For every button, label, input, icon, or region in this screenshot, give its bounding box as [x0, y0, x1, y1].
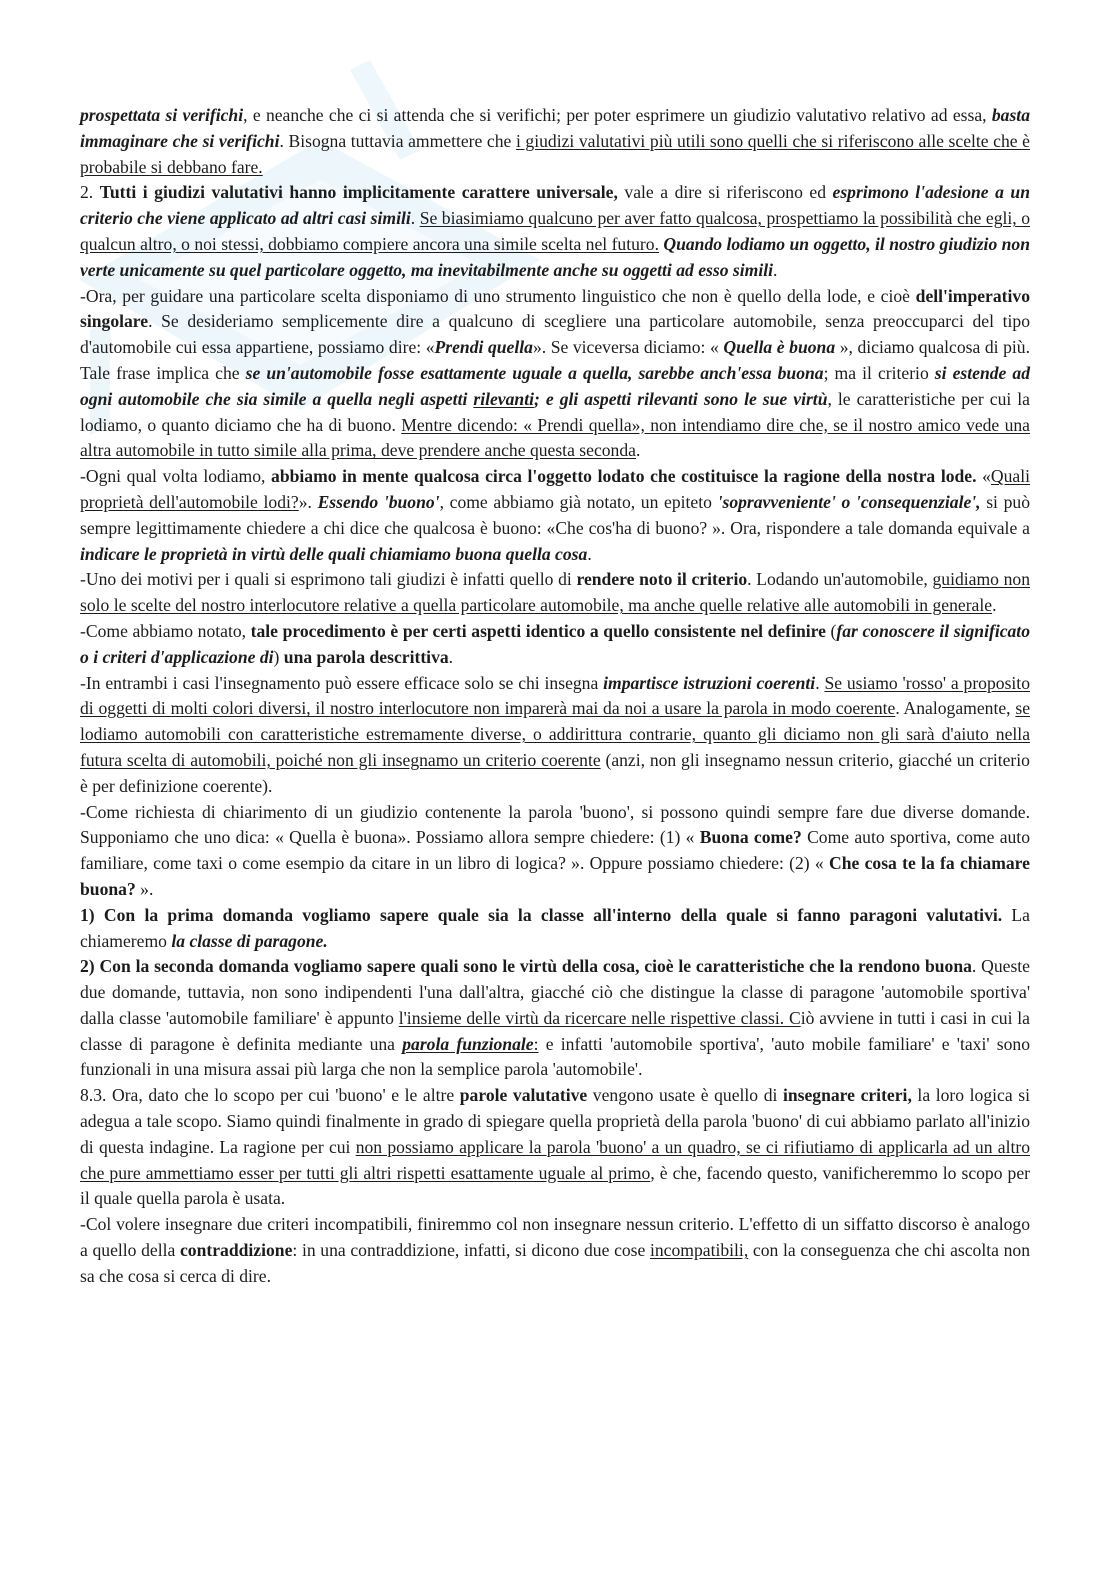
text-run: rendere noto il criterio	[576, 569, 748, 590]
text-run: (	[825, 620, 837, 641]
text-run: vale a dire si riferiscono ed	[617, 182, 833, 203]
text-run: -Ogni qual volta lodiamo,	[80, 466, 272, 487]
text-run: Essendo 'buono'	[317, 491, 440, 512]
paragraph	[80, 567, 1030, 619]
text-run: rilevanti	[473, 388, 534, 409]
text-run: 1) Con la prima domanda vogliamo sapere quale sia la classe all'interno della quale si fanno paragoni valutativi.	[80, 904, 1003, 925]
text-run: indicare le proprietà in virtù delle quali chiamiamo buona quella cosa	[80, 543, 588, 564]
text-run: . Queste due domande, tuttavia, non sono indipendenti l'una dall'altra, giacché ciò che distingue la classe di paragone 'automobile sportiva' dalla classe 'automobile familiare' è appunto	[80, 956, 1030, 1028]
text-run: La chiameremo	[80, 904, 1030, 951]
text-run: ; e gli aspetti rilevanti sono le sue virtù	[533, 388, 828, 409]
text-run: . Analogamente,	[895, 698, 1016, 719]
text-run: basta immaginare che si verifichi	[80, 105, 1030, 151]
text-run: con la conseguenza che chi ascolta non sa che cosa si cerca di dire.	[80, 1240, 1031, 1286]
text-run: iò avviene in tutti i casi in cui la classe di paragone è definita mediante una	[80, 1007, 1030, 1054]
text-run: , come abbiamo già notato, un epiteto	[439, 491, 718, 512]
text-run: .	[772, 259, 778, 280]
text-run: esprimono l'adesione a un criterio che viene applicato ad altri casi simili	[80, 182, 1031, 229]
paragraph	[80, 103, 1030, 180]
text-run: Se biasimiamo qualcuno per aver fatto qualcosa, prospettiamo la possibilità che egli, o qualcun altro, o noi stessi, dobbiamo compiere ancora una simile scelta nel futuro.	[80, 208, 1030, 254]
text-run: guidiamo non solo le scelte del nostro interlocutore relative a quella particolare automobile, ma anche quelle relative alle automobili in generale	[80, 569, 1030, 616]
text-run: 'sopravveniente' o 'consequenziale',	[717, 491, 981, 512]
text-run: . Lodando un'automobile,	[747, 569, 933, 590]
text-run: incompatibili,	[650, 1240, 749, 1261]
text-run: far conoscere il significato o i criteri d'applicazione di	[80, 620, 1030, 667]
text-run: -Col volere insegnare due criteri incompatibili, finiremmo col non insegnare nessun criterio. L'effetto di un siffatto discorso è analogo a quello della	[80, 1214, 1030, 1261]
text-run: », diciamo qualcosa di più. Tale frase implica che	[80, 337, 1030, 383]
text-run: Buona come?	[699, 827, 802, 848]
text-run: )	[273, 646, 284, 667]
text-run: la loro logica si adegua a tale scopo. Siamo quindi finalmente in grado di spiegare quella proprietà della parola 'buono' di cui abbiamo parlato all'inizio di questa indagine. La ragione per cui	[80, 1085, 1030, 1157]
text-run: -Come abbiamo notato,	[80, 620, 251, 641]
text-run: 2) Con la seconda domanda vogliamo sapere quali sono le virtù della cosa, cioè le caratteristiche che la rendono buona	[80, 956, 972, 977]
text-run: .	[410, 208, 420, 229]
text-run: vengono usate è quello di	[587, 1085, 783, 1106]
text-run: l'insieme delle virtù da ricercare nelle rispettive classi. C	[398, 1007, 801, 1028]
text-run: ; ma il criterio	[823, 362, 935, 383]
text-run: .	[587, 543, 592, 564]
text-run: Tutti i giudizi valutativi hanno implicitamente carattere universale,	[99, 182, 618, 203]
text-run: se un'automobile fosse esattamente uguale a quella, sarebbe anch'essa buona	[245, 362, 824, 383]
text-run: se lodiamo automobili con caratteristiche estremamente diverse, o addirittura contrarie, quanto gli diciamo non gli sarà d'aiuto nella futura scelta di automobili, poiché non gli insegnamo un criterio coerente	[80, 698, 1030, 770]
text-run: , e neanche che ci si attenda che si verifichi; per poter esprimere un giudizio valutativo relativo ad essa,	[243, 105, 992, 125]
paragraph	[80, 954, 1030, 1083]
text-run: 2.	[80, 182, 100, 203]
text-run: -Ora, per guidare una particolare scelta disponiamo di uno strumento linguistico che non è quello della lode, e cioè	[80, 285, 916, 306]
paragraph	[80, 903, 1030, 955]
text-run: -In entrambi i casi l'insegnamento può essere efficace solo se chi insegna	[80, 672, 604, 693]
text-run: , è che, facendo questo, vanificheremmo lo scopo per il quale quella parola è usata.	[80, 1162, 1031, 1209]
text-run: Mentre dicendo: « Prendi quella», non intendiamo dire che, se il nostro amico vede una altra automobile in tutto simile alla prima, deve prendere anche questa seconda	[80, 414, 1030, 461]
text-run: . Bisogna tuttavia ammettere che	[279, 130, 516, 151]
text-run: abbiamo in mente qualcosa circa l'oggetto lodato che costituisce la ragione della nostra lode.	[271, 466, 977, 487]
text-run: tale procedimento è per certi aspetti identico a quello consistente nel definire	[250, 620, 826, 641]
text-run: , le caratteristiche per cui la lodiamo, o quanto diciamo che ha di buono.	[80, 388, 1030, 435]
text-run: .	[448, 646, 454, 667]
text-run: si estende ad ogni automobile che sia simile a quella negli aspetti	[80, 362, 1030, 409]
text-run: non possiamo applicare la parola 'buono' a un quadro, se ci rifiutiamo di applicarla ad un altro che pure ammettiamo esser per tutti gli altri rispetti esattamente uguale al primo	[80, 1136, 1030, 1183]
text-run: la classe di paragone.	[171, 930, 328, 951]
text-run: parole valutative	[459, 1085, 588, 1106]
paragraph	[80, 671, 1030, 800]
text-run: dell'imperativo singolare	[80, 285, 1030, 332]
text-run: contraddizione	[179, 1240, 293, 1261]
text-run: i giudizi valutativi più utili sono quelli che si riferiscono alle scelte che è probabile si debbano fare.	[80, 130, 1030, 177]
paragraph	[80, 180, 1030, 283]
text-run: ». Se viceversa diciamo: «	[532, 337, 724, 358]
text-run: .	[992, 595, 997, 616]
text-run: : in una contraddizione, infatti, si dicono due cose	[292, 1240, 650, 1261]
paragraph	[80, 1083, 1030, 1212]
text-run: ».	[298, 491, 318, 512]
text-run: Prendi quella	[434, 337, 533, 358]
text-run: impartisce istruzioni coerenti	[603, 672, 816, 693]
text-run: una parola descrittiva	[283, 646, 449, 667]
document-page	[80, 103, 1030, 1290]
paragraph	[80, 1212, 1030, 1289]
text-run: parola funzionale	[402, 1033, 534, 1054]
paragraph	[80, 619, 1030, 671]
paragraph	[80, 284, 1030, 465]
text-run: Quando lodiamo un oggetto, il nostro giudizio non verte unicamente su quel particolare oggetto, ma inevitabilmente anche su oggetti ad esso simili	[80, 233, 1031, 280]
text-run: . Se desideriamo semplicemente dire a qualcuno di scegliere una particolare automobile, senza preoccuparci del tipo d'automobile cui essa appartiene, possiamo dire: «	[80, 311, 1030, 358]
text-run: si può sempre legittimamente chiedere a chi dice che qualcosa è buono: «Che cos'ha di buono? ». Ora, rispondere a tale domanda equivale a	[80, 491, 1030, 538]
text-run: (anzi, non gli insegnamo nessun criterio, giacché un criterio è per definizione coerente).	[80, 749, 1030, 796]
text-run: Quella è buona	[723, 337, 836, 358]
text-run: prospettata si verifichi	[80, 105, 244, 125]
paragraph	[80, 800, 1030, 903]
text-run: Che cosa te la fa chiamare buona?	[80, 853, 1030, 899]
text-run: Come auto sportiva, come auto familiare, come taxi o come esempio da citare in un libro di logica? ». Oppure possiamo chiedere: (2) «	[80, 827, 1030, 874]
text-run: e infatti 'automobile sportiva', 'auto mobile familiare' e 'taxi' sono funzionali in una misura assai più larga che non la semplice parola 'automobile'.	[80, 1033, 1030, 1080]
text-run: .	[635, 440, 641, 461]
text-run: Se usiamo 'rosso' a proposito di oggetti di molti colori diversi, il nostro interlocutore non imparerà mai da noi a usare la parola in modo coerente	[80, 672, 1030, 719]
text-run: ».	[135, 878, 154, 899]
text-run: .	[815, 672, 825, 693]
text-run: insegnare criteri,	[782, 1085, 912, 1106]
text-run: «	[976, 466, 991, 487]
text-run: 8.3. Ora, dato che lo scopo per cui 'buono' e le altre	[80, 1085, 460, 1106]
text-run: -Come richiesta di chiarimento di un giudizio contenente la parola 'buono', si possono quindi sempre fare due diverse domande. Supponiamo che uno dica: « Quella è buona». Possiamo allora sempre chiedere: (1) «	[80, 801, 1030, 848]
paragraph	[80, 464, 1030, 567]
text-run: -Uno dei motivi per i quali si esprimono tali giudizi è infatti quello di	[80, 569, 577, 590]
text-run: Quali proprietà dell'automobile lodi?	[80, 466, 1031, 512]
text-run: :	[533, 1033, 539, 1054]
